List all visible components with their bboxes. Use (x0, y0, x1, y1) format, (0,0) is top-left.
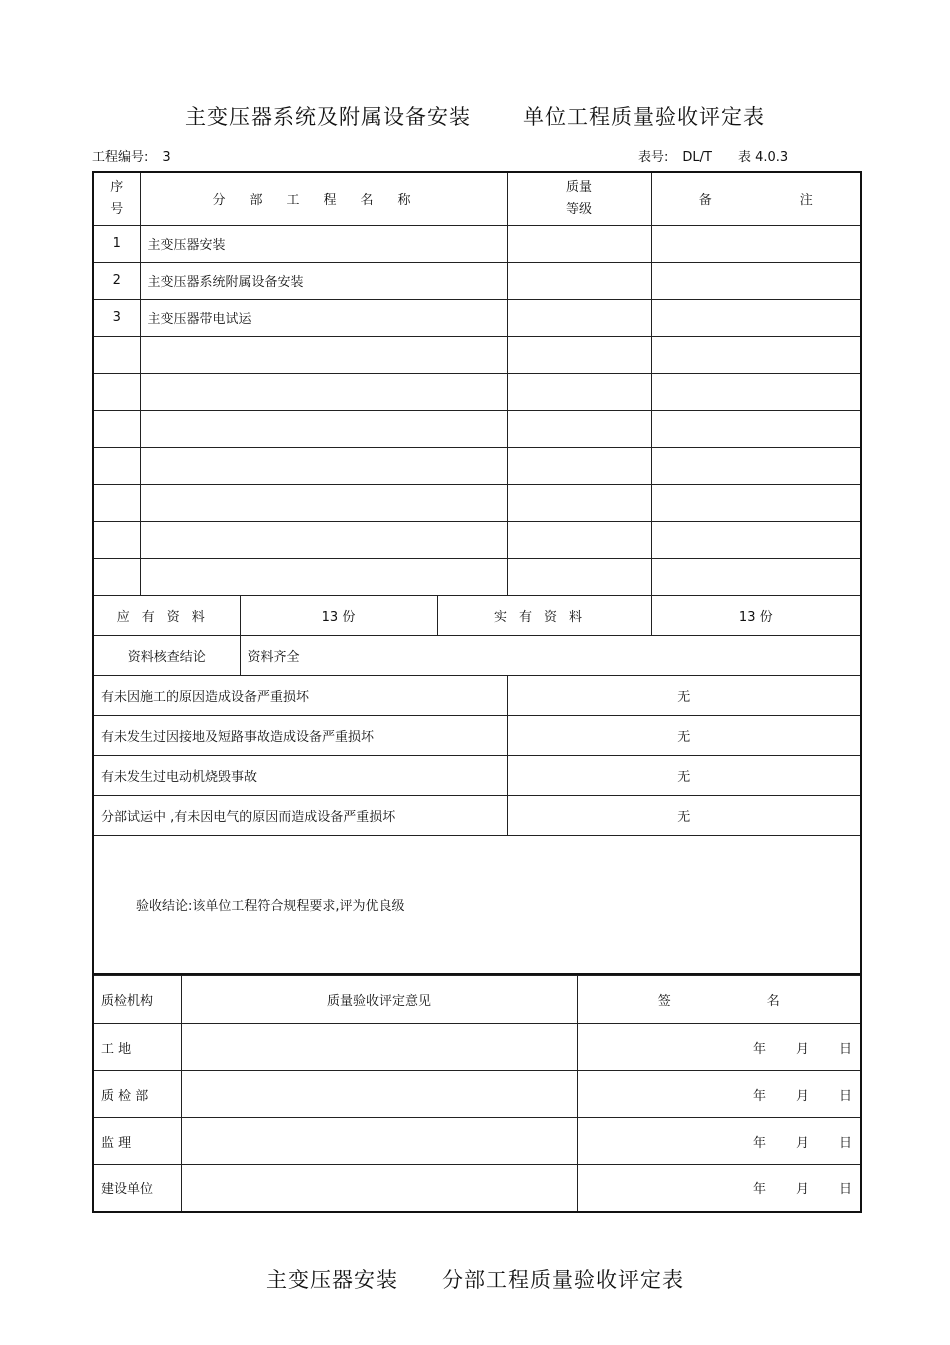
row-remark[interactable] (651, 410, 861, 447)
form-title-part2: 单位工程质量验收评定表 (523, 105, 765, 129)
project-number-label: 工程编号: (92, 150, 149, 165)
year-label: 年 (752, 1182, 766, 1198)
opinion-header: 质量验收评定意见 (181, 976, 577, 1024)
name-header: 分部工程名称 (140, 172, 507, 225)
row-name (140, 521, 507, 558)
row-seq: 1 (93, 225, 140, 262)
row-seq (93, 447, 140, 484)
signature-header-row (93, 976, 861, 1024)
org-name: 建设单位 (93, 1165, 181, 1212)
row-grade[interactable] (507, 558, 651, 595)
row-name (140, 373, 507, 410)
signature-date-cell[interactable] (577, 1071, 861, 1118)
table-row (93, 410, 861, 447)
signature-row (93, 1165, 861, 1212)
signature-row (93, 1071, 861, 1118)
opinion-cell[interactable] (181, 1165, 577, 1212)
doc-check-value: 资料齐全 (240, 635, 861, 675)
table-number (638, 146, 788, 165)
table-number-std: DL/T (682, 150, 712, 165)
month-label: 月 (795, 1088, 809, 1104)
row-seq (93, 521, 140, 558)
row-name: 主变压器系统附属设备安装 (140, 262, 507, 299)
month-label: 月 (795, 1182, 809, 1198)
row-name (140, 447, 507, 484)
next-title-part2: 分部工程质量验收评定表 (442, 1268, 684, 1292)
org-header: 质检机构 (93, 976, 181, 1024)
question-text: 有未发生过因接地及短路事故造成设备严重损坏 (93, 715, 507, 755)
row-remark[interactable] (651, 484, 861, 521)
next-form-title (0, 1264, 950, 1294)
question-answer: 无 (507, 675, 861, 715)
signature-rows (93, 1024, 861, 1212)
table-number-suffix: 表 4.0.3 (737, 150, 789, 165)
row-seq (93, 336, 140, 373)
org-name: 监 理 (93, 1118, 181, 1165)
org-name: 质 检 部 (93, 1071, 181, 1118)
row-name (140, 484, 507, 521)
project-number (92, 146, 171, 165)
doc-check-row (93, 635, 861, 675)
row-remark[interactable] (651, 558, 861, 595)
table-number-label: 表号: (638, 150, 669, 165)
table-row (93, 262, 861, 299)
row-seq (93, 558, 140, 595)
seq-header: 序 号 (93, 172, 140, 225)
row-remark[interactable] (651, 336, 861, 373)
question-answer: 无 (507, 795, 861, 835)
required-docs-value: 13 份 (240, 595, 437, 635)
question-row (93, 755, 861, 795)
row-seq (93, 373, 140, 410)
row-grade[interactable] (507, 484, 651, 521)
form-title (0, 101, 950, 131)
month-label: 月 (795, 1041, 809, 1057)
form-title-part1: 主变压器系统及附属设备安装 (185, 105, 471, 129)
day-label: 日 (838, 1088, 852, 1104)
header-row (93, 172, 861, 225)
row-remark[interactable] (651, 299, 861, 336)
question-answer: 无 (507, 715, 861, 755)
row-name (140, 410, 507, 447)
signature-row (93, 1024, 861, 1071)
conclusion-row (93, 835, 861, 974)
row-remark[interactable] (651, 447, 861, 484)
table-row (93, 299, 861, 336)
day-label: 日 (838, 1135, 852, 1151)
year-label: 年 (752, 1135, 766, 1151)
row-remark[interactable] (651, 225, 861, 262)
signature-row (93, 1118, 861, 1165)
table-row (93, 336, 861, 373)
row-remark[interactable] (651, 521, 861, 558)
row-grade[interactable] (507, 225, 651, 262)
table-row (93, 521, 861, 558)
row-grade[interactable] (507, 447, 651, 484)
doc-check-label: 资料核查结论 (93, 635, 240, 675)
day-label: 日 (838, 1182, 852, 1198)
signature-table (92, 975, 862, 1213)
row-remark[interactable] (651, 373, 861, 410)
actual-docs-label: 实有资料 (437, 595, 651, 635)
day-label: 日 (838, 1041, 852, 1057)
month-label: 月 (795, 1135, 809, 1151)
row-seq: 3 (93, 299, 140, 336)
project-number-value: 3 (162, 150, 171, 165)
grade-header: 质量 等级 (507, 172, 651, 225)
opinion-cell[interactable] (181, 1071, 577, 1118)
org-name: 工 地 (93, 1024, 181, 1071)
row-grade[interactable] (507, 410, 651, 447)
signature-date-cell[interactable] (577, 1165, 861, 1212)
row-name (140, 558, 507, 595)
question-text: 分部试运中 ,有未因电气的原因而造成设备严重损坏 (93, 795, 507, 835)
table-row (93, 225, 861, 262)
year-label: 年 (752, 1088, 766, 1104)
row-name: 主变压器安装 (140, 225, 507, 262)
question-text: 有未因施工的原因造成设备严重损坏 (93, 675, 507, 715)
row-grade[interactable] (507, 262, 651, 299)
row-name: 主变压器带电试运 (140, 299, 507, 336)
question-row (93, 675, 861, 715)
question-text: 有未发生过电动机烧毁事故 (93, 755, 507, 795)
row-remark[interactable] (651, 262, 861, 299)
question-row (93, 715, 861, 755)
question-rows (93, 675, 861, 835)
evaluation-table (92, 171, 862, 975)
table-row (93, 484, 861, 521)
signature-date-cell[interactable] (577, 1118, 861, 1165)
row-grade[interactable] (507, 299, 651, 336)
data-rows (93, 225, 861, 595)
next-title-part1: 主变压器安装 (266, 1268, 398, 1292)
year-label: 年 (752, 1041, 766, 1057)
acceptance-conclusion: 验收结论:该单位工程符合规程要求,评为优良级 (93, 835, 861, 974)
table-row (93, 373, 861, 410)
documents-row (93, 595, 861, 635)
row-grade[interactable] (507, 336, 651, 373)
row-seq (93, 410, 140, 447)
question-answer: 无 (507, 755, 861, 795)
actual-docs-value: 13 份 (651, 595, 861, 635)
row-seq (93, 484, 140, 521)
table-row (93, 447, 861, 484)
row-name (140, 336, 507, 373)
row-grade[interactable] (507, 373, 651, 410)
table-row (93, 558, 861, 595)
remark-header: 备 注 (651, 172, 861, 225)
opinion-cell[interactable] (181, 1118, 577, 1165)
row-grade[interactable] (507, 521, 651, 558)
row-seq: 2 (93, 262, 140, 299)
question-row (93, 795, 861, 835)
opinion-cell[interactable] (181, 1024, 577, 1071)
sign-header: 签 名 (577, 976, 861, 1024)
required-docs-label: 应有资料 (93, 595, 240, 635)
signature-date-cell[interactable] (577, 1024, 861, 1071)
